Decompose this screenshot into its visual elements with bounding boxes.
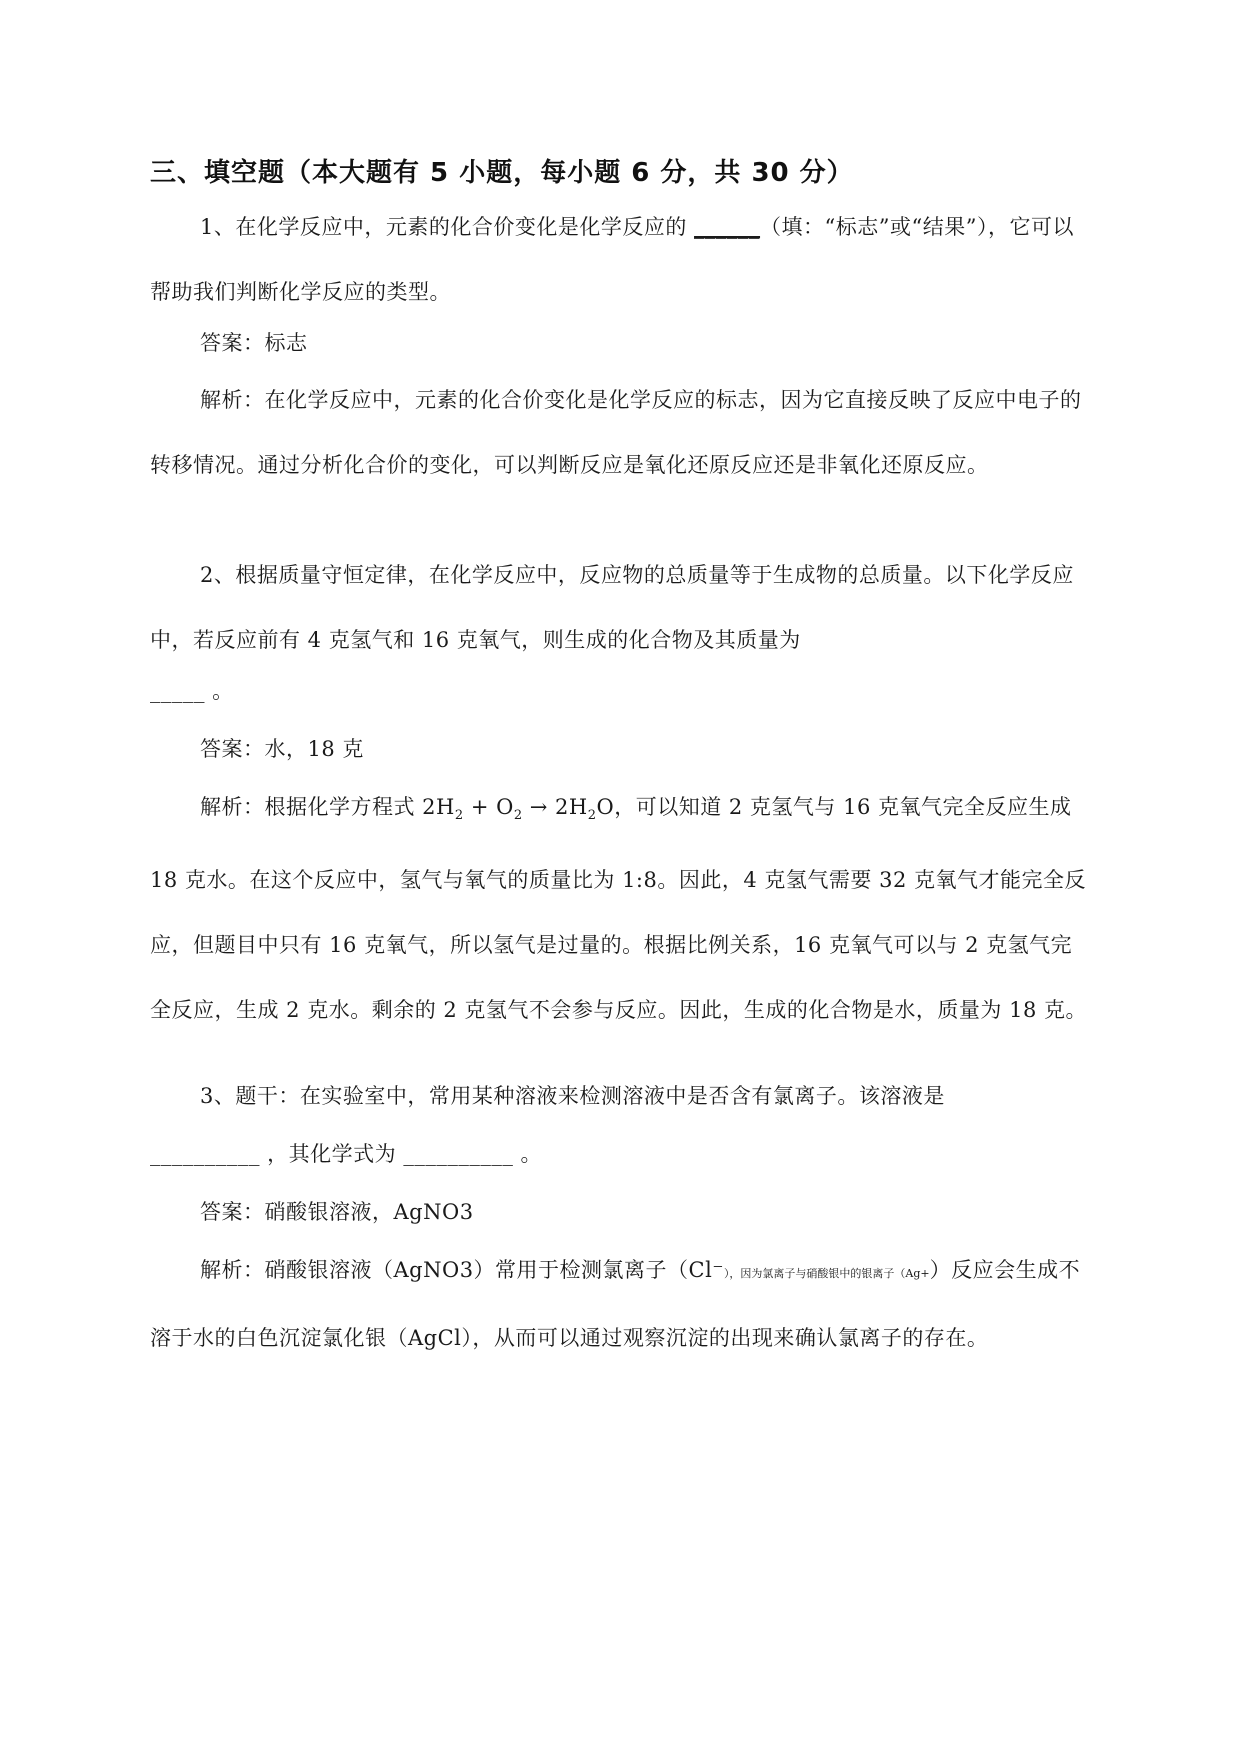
- q2-text: 2、根据质量守恒定律，在化学反应中，反应物的总质量等于生成物的总质量。以下化学反应中，若反应前有 4 克氢气和 16 克氧气，则生成的化合物及其质量为: [150, 563, 1074, 652]
- q2-sub-1: 2: [454, 808, 464, 824]
- q1-analysis: 解析：在化学反应中，元素的化合价变化是化学反应的标志，因为它直接反映了反应中电子的转移情况。通过分析化合价的变化，可以判断反应是氧化还原反应还是非氧化还原反应。: [150, 388, 1082, 477]
- q2-plus: + O: [463, 795, 514, 819]
- q3-analysis-a: 解析：硝酸银溶液（AgNO3）常用于检测氯离子（Cl⁻: [200, 1258, 724, 1282]
- q2-blank-line: [150, 659, 1090, 724]
- q1-text-b: （填：“标志”或“结果”），它可以帮助我们判断化学反应的类型。: [150, 215, 1074, 304]
- q3-text: 3、题干：在实验室中，常用某种溶液来检测溶液中是否含有氯离子。该溶液是: [200, 1084, 945, 1108]
- q3-mid: ，其化学式为: [260, 1142, 404, 1166]
- q3-analysis-small: ），因为氯离子与硝酸银中的银离子（Ag+: [723, 1267, 930, 1280]
- q2-analysis-b: O，可以知道 2 克氢气与 16 克氧气完全反应生成 18 克水。在这个反应中，氢气与氧气的质量比为 1:8。因此，4 克氢气需要 32 克氧气才能完全反应，但题目中只有 16 克氧气，所以氢气是过量的。根据比例关系，16 克氧气可以与 2 克氢气完全反应，生成 2 克水。剩余的 2 克氢气不会参与反应。因此，生成的化合物是水，质量为 18 克。: [150, 795, 1087, 1023]
- q3-analysis: [150, 1238, 1090, 1371]
- q3-blank-2: __________: [403, 1142, 514, 1166]
- q3-answer: 答案：硝酸银溶液，AgNO3: [200, 1200, 474, 1224]
- q3-blank-1: __________: [150, 1142, 260, 1166]
- section-title: 三、填空题（本大题有 5 小题，每小题 6 分，共 30 分）: [150, 158, 854, 188]
- question-1: [150, 195, 1090, 325]
- q2-sub-3: 2: [587, 808, 597, 824]
- q2-sub-2: 2: [513, 808, 523, 824]
- q2-analysis: [150, 775, 1090, 1043]
- q1-blank: ______: [694, 215, 761, 239]
- question-2: [150, 543, 1090, 673]
- q3-end: 。: [513, 1142, 543, 1166]
- q3-blank-line: [150, 1122, 1090, 1187]
- q2-arrow: → 2H: [522, 795, 588, 819]
- q1-text-a: 1、在化学反应中，元素的化合价变化是化学反应的: [200, 215, 695, 239]
- q3-analysis-b: ）反应会生成不溶于水的白色沉淀氯化银（AgCl），从而可以通过观察沉淀的出现来确认氯离子的存在。: [150, 1258, 1081, 1350]
- question-3: [150, 1064, 1090, 1129]
- q2-analysis-a: 解析：根据化学方程式 2H: [200, 795, 455, 819]
- q1-answer: 答案：标志: [200, 331, 308, 355]
- q2-answer: 答案：水，18 克: [200, 737, 364, 761]
- q2-blank: _____ 。: [150, 679, 234, 703]
